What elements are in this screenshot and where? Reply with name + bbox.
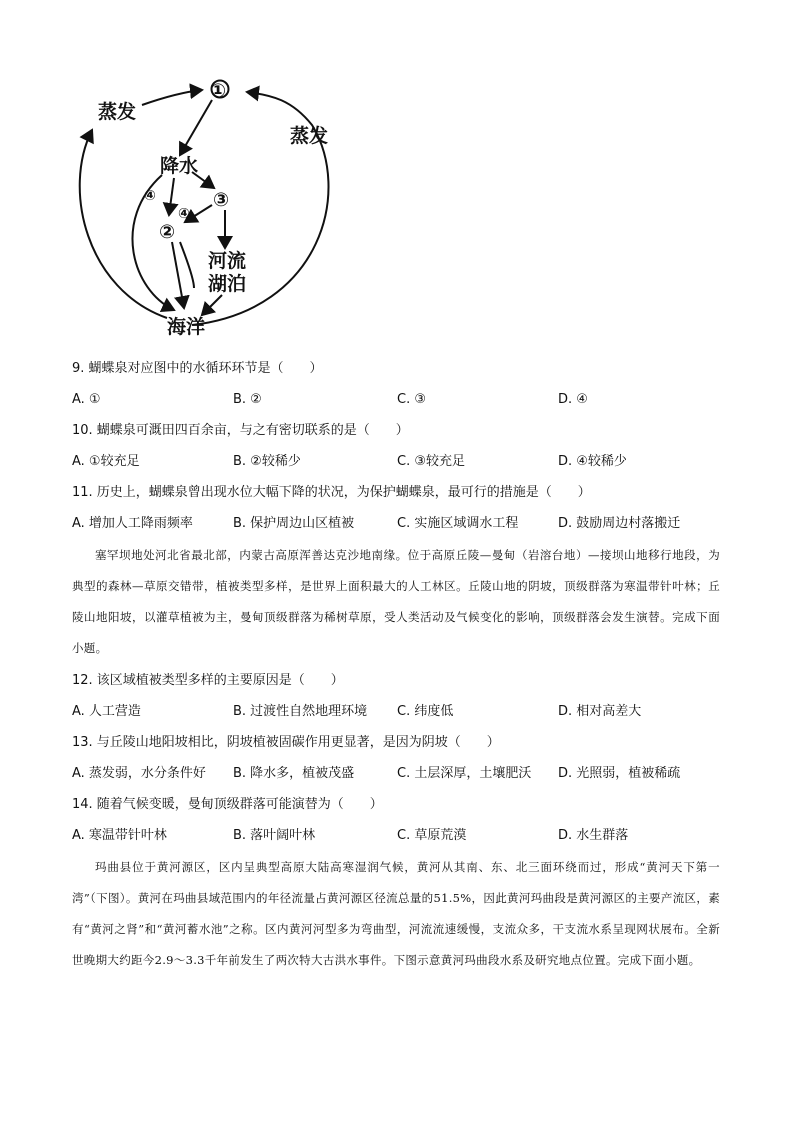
node-4a: ④ xyxy=(144,188,156,204)
q10-option-b: B. ②较稀少 xyxy=(233,454,301,469)
precipitation-label: 降水 xyxy=(160,155,199,177)
question-14-stem: 14. 随着气候变暖，曼甸顶级群落可能演替为（ ） xyxy=(72,797,383,812)
q13-option-c: C. 土层深厚，土壤肥沃 xyxy=(397,766,532,781)
q11-option-b: B. 保护周边山区植被 xyxy=(233,516,355,531)
q12-option-c: C. 纬度低 xyxy=(397,704,454,719)
q12-option-a: A. 人工营造 xyxy=(72,704,141,719)
arrow-evap-left-to-1 xyxy=(142,90,202,105)
arrow-2-to-ocean xyxy=(172,242,184,308)
node-4b: ④ xyxy=(178,206,190,222)
node-1: ① xyxy=(210,80,227,102)
arrow-rivers-to-ocean xyxy=(202,295,222,315)
q13-option-d: D. 光照弱，植被稀疏 xyxy=(558,766,681,781)
evaporation-left-label: 蒸发 xyxy=(98,101,137,123)
q10-option-c: C. ③较充足 xyxy=(397,454,465,469)
ocean-label: 海洋 xyxy=(167,316,206,338)
q9-option-d: D. ④ xyxy=(558,392,588,407)
q11-option-a: A. 增加人工降雨频率 xyxy=(72,516,193,531)
q9-option-c: C. ③ xyxy=(397,392,426,407)
passage-maqu: 玛曲县位于黄河源区，区内呈典型高原大陆高寒湿润气候，黄河从其南、东、北三面环绕而过，形成“黄河天下第一湾”（下图）。黄河在玛曲县域范围内的年径流量占黄河源区径流总量的51.5%，因此黄河玛曲段是黄河源区的主要产流区，素有“黄河之肾”和“黄河蓄水池”之称。区内黄河河型多为弯曲型，河流流速缓慢，支流众多，干支流水系呈现网状展布。全新世晚期大约距今2.9～3.3千年前发生了两次特大古洪水事件。下图示意黄河玛曲段水系及研究地点位置。完成下面小题。 xyxy=(72,860,720,967)
q12-option-b: B. 过渡性自然地理环境 xyxy=(233,704,368,719)
q14-option-c: C. 草原荒漠 xyxy=(397,828,467,843)
q11-option-d: D. 鼓励周边村落搬迁 xyxy=(558,516,681,531)
arrow-precip-to-2 xyxy=(169,178,174,215)
arrow-1-to-precip xyxy=(180,100,212,155)
q12-option-d: D. 相对高差大 xyxy=(558,704,642,719)
arrow-2-to-rivers xyxy=(180,242,194,288)
question-11-stem: 11. 历史上，蝴蝶泉曾出现水位大幅下降的状况，为保护蝴蝶泉，最可行的措施是（ ） xyxy=(72,485,591,500)
node-2: ② xyxy=(159,221,176,243)
evaporation-right-label: 蒸发 xyxy=(290,125,329,147)
node-3: ③ xyxy=(213,189,230,211)
q10-option-d: D. ④较稀少 xyxy=(558,454,627,469)
question-10-stem: 10. 蝴蝶泉可溉田四百余亩，与之有密切联系的是（ ） xyxy=(72,423,409,438)
arrow-ocean-to-evap-left xyxy=(80,130,167,318)
q14-option-d: D. 水生群落 xyxy=(558,828,629,843)
water-cycle-diagram xyxy=(62,70,352,350)
q14-option-b: B. 落叶阔叶林 xyxy=(233,828,316,843)
rivers-label: 河流 xyxy=(208,250,247,272)
q9-option-a: A. ① xyxy=(72,392,101,407)
q9-option-b: B. ② xyxy=(233,392,262,407)
question-12-stem: 12. 该区域植被类型多样的主要原因是（ ） xyxy=(72,673,344,688)
q10-option-a: A. ①较充足 xyxy=(72,454,140,469)
passage-saihanba: 塞罕坝地处河北省最北部，内蒙古高原浑善达克沙地南缘。位于高原丘陵—曼甸（岩溶台地）—接坝山地移行地段，为典型的森林—草原交错带，植被类型多样，是世界上面积最大的人工林区。丘陵山地的阴坡，顶级群落为寒温带针叶林；丘陵山地阳坡，以灌草植被为主，曼甸顶级群落为稀树草原，受人类活动及气候变化的影响，顶级群落会发生演替。完成下面小题。 xyxy=(72,548,720,655)
lakes-label: 湖泊 xyxy=(208,273,247,295)
q13-option-a: A. 蒸发弱，水分条件好 xyxy=(72,766,206,781)
q13-option-b: B. 降水多，植被茂盛 xyxy=(233,766,355,781)
q14-option-a: A. 寒温带针叶林 xyxy=(72,828,167,843)
question-13-stem: 13. 与丘陵山地阳坡相比，阴坡植被固碳作用更显著，是因为阴坡（ ） xyxy=(72,735,500,750)
question-9-stem: 9. 蝴蝶泉对应图中的水循环环节是（ ） xyxy=(72,361,323,376)
q11-option-c: C. 实施区域调水工程 xyxy=(397,516,519,531)
